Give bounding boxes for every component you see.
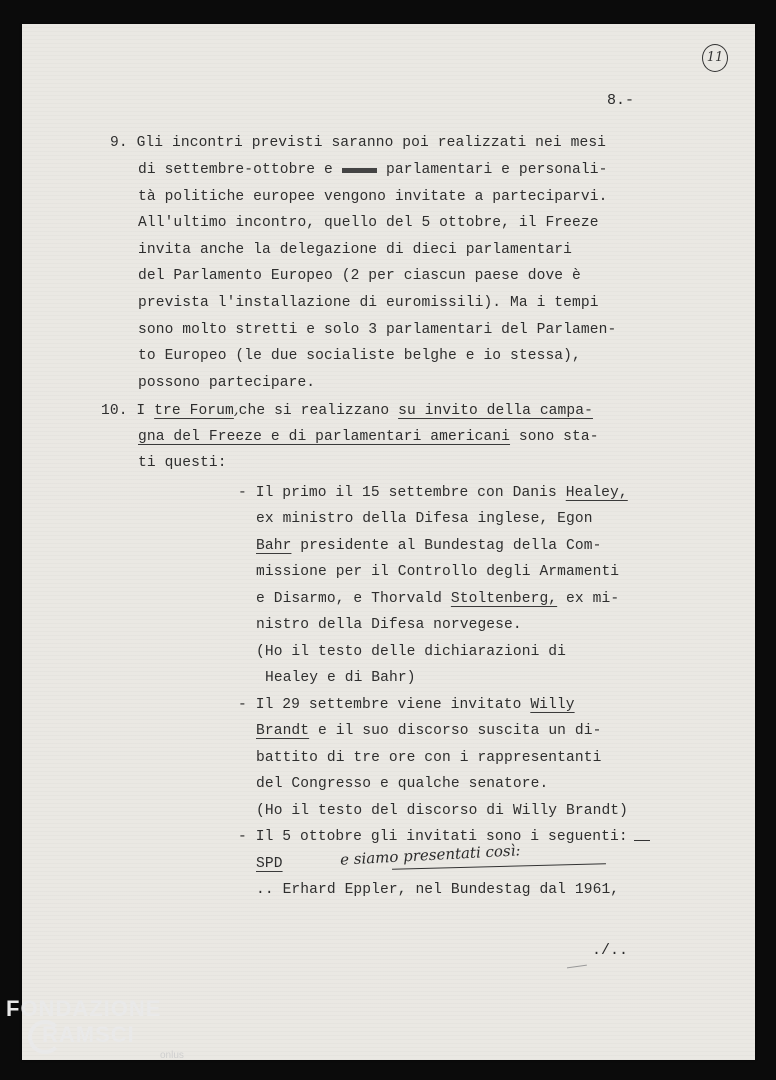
text-line: Brandt e il suo discorso suscita un di- — [256, 723, 602, 739]
underlined-name: Bahr — [256, 538, 292, 554]
text-line: - Il primo il 15 settembre con Danis Healey, — [238, 485, 628, 501]
page-number: 8.- — [607, 92, 635, 109]
text-line: - Il 5 ottobre gli invitati sono i seguenti: — [238, 829, 628, 845]
watermark-sub: onlus — [160, 1050, 184, 1061]
text-line: del Parlamento Europeo (2 per ciascun paese dove è — [138, 268, 581, 284]
text-line: - Il 29 settembre viene invitato Willy — [238, 697, 575, 713]
text-line: ti questi: — [138, 455, 227, 471]
underlined-name: Willy — [530, 697, 575, 713]
text-line: (Ho il testo del discorso di Willy Brandt) — [256, 803, 629, 819]
underlined-name: Healey, — [565, 485, 628, 501]
text-line: Bahr presidente al Bundestag della Com- — [256, 538, 602, 554]
pencil-mark — [567, 965, 587, 970]
text-line: missione per il Controllo degli Armamenti — [256, 564, 620, 580]
text-line: .. Erhard Eppler, nel Bundestag dal 1961, — [256, 882, 620, 898]
text-line: battito di tre ore con i rappresentanti — [256, 750, 602, 766]
underlined-name: SPD — [256, 856, 283, 872]
watermark-line1: FONDAZIONE — [6, 996, 162, 1021]
underlined-phrase: gna del Freeze e di parlamentari americani — [138, 429, 511, 445]
text-line: e Disarmo, e Thorvald Stoltenberg, ex mi- — [256, 591, 620, 607]
text-line: sono molto stretti e solo 3 parlamentari del Parlamen- — [138, 322, 617, 338]
watermark-line2: RAMSCI — [42, 1022, 135, 1047]
text-line — [256, 855, 283, 873]
text-line: 10. I tre Forum,che si realizzano su invito della campa- — [101, 401, 593, 419]
handwritten-note: e siamo presentati così: — [339, 841, 521, 869]
document-page — [22, 24, 755, 1060]
text-line: Healey e di Bahr) — [265, 670, 416, 686]
continuation-mark: ./.. — [592, 942, 629, 959]
text-line: 9. Gli incontri previsti saranno poi realizzati nei mesi — [110, 135, 607, 151]
text-line: gna del Freeze e di parlamentari americani sono sta- — [138, 429, 599, 445]
underlined-name: Stoltenberg, — [450, 591, 558, 607]
text-line: prevista l'installazione di euromissili). Ma i tempi — [138, 295, 599, 311]
text-line: ex ministro della Difesa inglese, Egon — [256, 511, 593, 527]
handwritten-dash — [634, 840, 650, 842]
archive-number-circle: 11 — [702, 44, 728, 72]
struck-out-word — [342, 161, 377, 179]
underlined-phrase: su invito della campa- — [398, 403, 593, 419]
text-line: All'ultimo incontro, quello del 5 ottobre, il Freeze — [138, 215, 599, 231]
text-line: del Congresso e qualche senatore. — [256, 776, 549, 792]
text-line: to Europeo (le due socialiste belghe e io stessa), — [138, 348, 581, 364]
text-line: nistro della Difesa norvegese. — [256, 617, 522, 633]
underlined-name: Brandt — [256, 723, 310, 739]
text-line: possono partecipare. — [138, 375, 316, 391]
text-line: tà politiche europee vengono invitate a parteciparvi. — [138, 189, 608, 205]
text-line: di settembre-ottobre e parlamentari e personali- — [138, 162, 608, 178]
underlined-phrase: tre Forum — [154, 403, 234, 419]
text-line: invita anche la delegazione di dieci parlamentari — [138, 242, 573, 258]
text-line: (Ho il testo delle dichiarazioni di — [256, 644, 567, 660]
